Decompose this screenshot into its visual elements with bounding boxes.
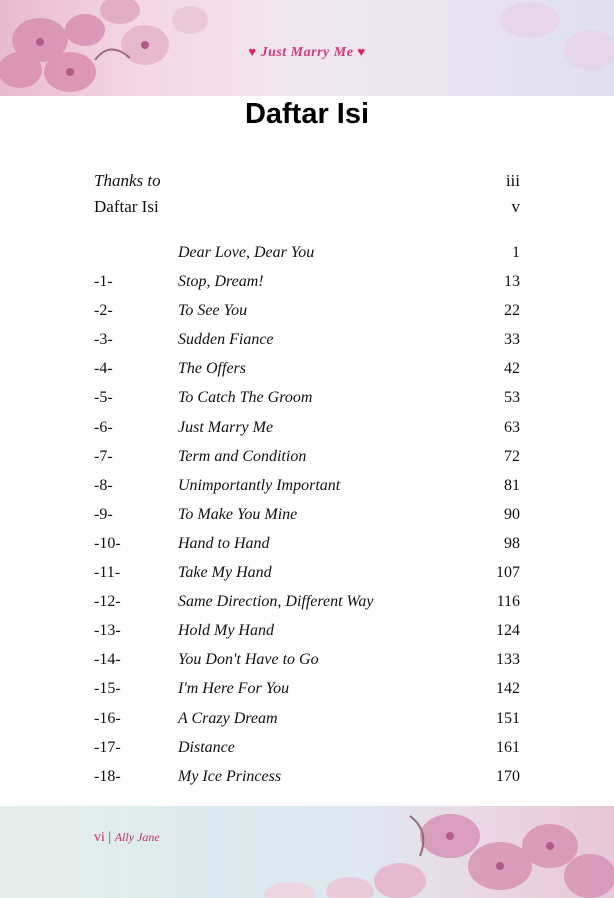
toc-row [94,477,520,506]
chapter-page: 133 [496,651,520,669]
chapter-page: 116 [496,593,520,611]
chapter-title: You Don't Have to Go [178,651,319,669]
chapter-number: -13- [94,622,121,640]
chapter-page: 107 [496,564,520,582]
chapter-number: -18- [94,767,121,785]
toc-row [94,768,520,797]
toc-row [94,244,520,273]
toc-row [94,535,520,564]
chapter-page: 1 [512,244,520,261]
chapter-title: Distance [178,738,235,756]
chapter-number: -8- [94,476,113,494]
chapter-number: -6- [94,418,113,436]
chapter-number: -7- [94,447,113,465]
chapter-number: -3- [94,331,113,349]
flower-decoration-footer [250,806,614,898]
chapter-page: 42 [504,360,520,378]
chapter-title: Just Marry Me [178,418,274,436]
toc-row [94,710,520,739]
chapter-number: -2- [94,302,113,320]
chapter-title: Dear Love, Dear You [178,244,315,261]
footer-separator: | [108,830,112,845]
chapter-page: 13 [504,273,520,291]
chapter-number: -16- [94,709,121,727]
page-title: Daftar Isi [244,98,370,130]
chapter-number: -10- [94,534,121,552]
page-header [0,0,614,96]
footer-text [94,830,160,846]
chapter-title: Hand to Hand [178,534,270,552]
chapter-number: -11- [94,564,121,582]
footer-page-number: vi [94,830,105,845]
chapter-number: -17- [94,738,121,756]
chapter-page: 81 [504,476,520,494]
front-matter-page: iii [505,171,520,190]
toc-row [94,419,520,448]
chapter-page: 142 [496,680,520,698]
chapter-page: 124 [496,622,520,640]
chapter-title: Same Direction, Different Way [178,593,374,611]
toc-row [94,506,520,535]
chapter-page: 63 [504,418,520,436]
toc-row [94,331,520,360]
chapter-title: Hold My Hand [178,622,274,640]
chapter-page: 53 [504,389,520,407]
page-footer [0,806,614,898]
chapter-title: I'm Here For You [178,680,290,698]
chapter-title: Unimportantly Important [178,476,341,494]
chapter-title: Take My Hand [178,564,272,582]
toc-row [94,564,520,593]
chapter-title: To Catch The Groom [178,389,313,407]
chapter-title: To Make You Mine [178,505,298,523]
heart-icon: ♥ [248,44,257,59]
toc-row [94,448,520,477]
front-matter-row [94,197,520,221]
chapter-page: 151 [496,709,520,727]
chapter-number: -9- [94,505,113,523]
chapter-title: Stop, Dream! [178,273,264,291]
chapter-title: The Offers [178,360,246,378]
chapter-title: My Ice Princess [178,767,282,785]
header-title-text: Just Marry Me [260,45,354,60]
chapter-title: Sudden Fiance [178,331,274,349]
chapter-number: -12- [94,593,121,611]
chapter-title: To See You [178,302,248,320]
footer-author: Ally Jane [114,830,160,844]
toc-row [94,593,520,622]
toc-row [94,622,520,651]
chapter-page: 90 [504,505,520,523]
front-matter-row [94,171,520,195]
header-title [0,44,614,61]
front-matter-page: v [511,197,520,216]
chapter-title: A Crazy Dream [178,709,278,727]
table-of-contents [94,244,520,797]
toc-row [94,680,520,709]
front-matter-label: Thanks to [94,171,161,190]
chapter-title: Term and Condition [178,447,307,465]
chapter-page: 98 [504,534,520,552]
chapter-page: 22 [504,302,520,320]
chapter-number: -14- [94,651,121,669]
chapter-number: -1- [94,273,113,291]
toc-row [94,651,520,680]
chapter-page: 33 [504,331,520,349]
front-matter-label: Daftar Isi [94,197,159,216]
chapter-number: -4- [94,360,113,378]
chapter-page: 161 [496,738,520,756]
toc-row [94,273,520,302]
chapter-page: 72 [504,447,520,465]
toc-row [94,360,520,389]
toc-row [94,389,520,418]
chapter-page: 170 [496,767,520,785]
toc-row [94,302,520,331]
toc-row [94,739,520,768]
chapter-number: -5- [94,389,113,407]
chapter-number: -15- [94,680,121,698]
heart-icon: ♥ [357,44,366,59]
